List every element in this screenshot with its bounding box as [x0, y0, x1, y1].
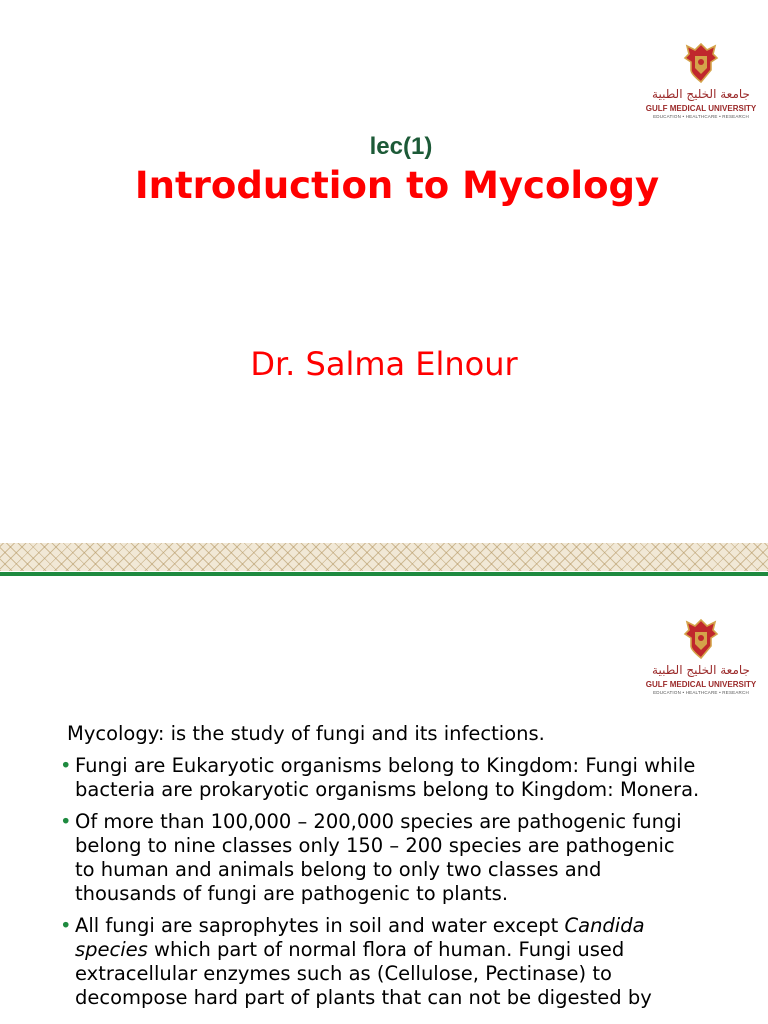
slide-title: Introduction to Mycology [134, 164, 660, 207]
bullet-item [60, 810, 700, 906]
crest-icon [681, 40, 721, 84]
slide-content [60, 722, 700, 1018]
bullet-text-emphasis: Candida species [75, 914, 645, 961]
decorative-pattern-band [0, 543, 768, 571]
logo-tagline: EDUCATION • HEALTHCARE • RESEARCH [653, 114, 749, 119]
bullet-text-start: All fungi are saprophytes in soil and water except [75, 914, 565, 937]
lecture-number: lec(1) [369, 133, 433, 160]
logo-tagline: EDUCATION • HEALTHCARE • RESEARCH [653, 690, 749, 695]
bullet-dot: • [60, 754, 72, 777]
bullet-text [75, 914, 700, 1010]
university-logo [636, 40, 766, 119]
logo-name: GULF MEDICAL UNIVERSITY [645, 104, 757, 113]
bullet-text: Of more than 100,000 – 200,000 species are pathogenic fungi belong to nine classes only 150 – 200 species are pathogenic to human and animals belong to only two classes and thousands of fungi are pathogenic to plants. [75, 810, 682, 905]
intro-paragraph: Mycology: is the study of fungi and its infections. [67, 722, 545, 745]
bullet-dot: • [60, 810, 72, 833]
crest-icon [681, 616, 721, 660]
bullet-dot: • [60, 914, 72, 937]
bullet-item [60, 754, 700, 802]
logo-name: GULF MEDICAL UNIVERSITY [645, 680, 757, 689]
content-slide [0, 576, 768, 1024]
university-logo [636, 616, 766, 695]
bullet-item [60, 914, 700, 1010]
logo-arabic-name: جامعة الخليج الطبية [652, 663, 750, 677]
author-name: Dr. Salma Elnour [250, 345, 518, 383]
logo-arabic-name: جامعة الخليج الطبية [652, 87, 750, 101]
bullet-text: Fungi are Eukaryotic organisms belong to Kingdom: Fungi while bacteria are prokaryotic organisms belong to Kingdom: Monera. [75, 754, 700, 801]
bullet-text-end: which part of normal flora of human. Fungi used extracellular enzymes such as (Cellulose, Pectinase) to decompose hard part of plants that can not be digested by [75, 938, 652, 1009]
